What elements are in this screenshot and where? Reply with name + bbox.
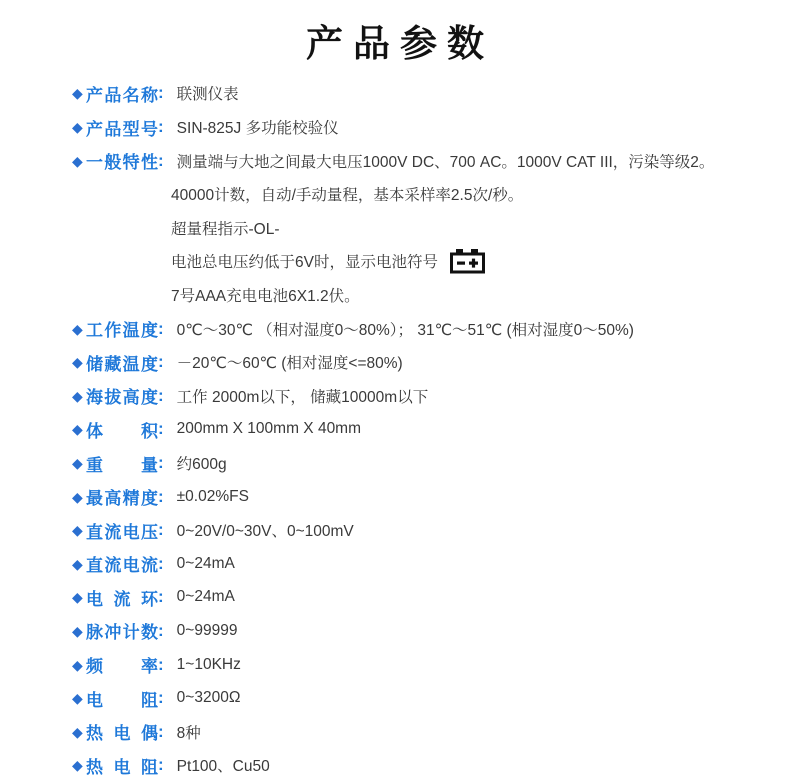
spec-label: 热电阻 [86, 757, 158, 777]
diamond-bullet-icon: ◆ [72, 622, 83, 639]
label-colon: : [158, 620, 164, 640]
diamond-bullet-icon: ◆ [72, 354, 83, 371]
spec-label: 工作温度 [86, 321, 158, 341]
spec-row-product-name [72, 77, 790, 111]
spec-value: 0℃～30℃ （相对湿度0～80%）； 31℃～51℃ (相对湿度0～50%) [176, 321, 634, 339]
spec-label: 一般特性 [86, 153, 158, 173]
diamond-bullet-icon: ◆ [72, 455, 83, 472]
label-colon: : [158, 453, 164, 473]
spec-row-resistance [72, 681, 790, 715]
page-title: 产品参数 [306, 23, 494, 64]
battery-low-icon [450, 249, 485, 274]
label-colon: : [158, 688, 164, 708]
diamond-bullet-icon: ◆ [72, 656, 83, 673]
spec-value: 8种 [176, 724, 201, 742]
label-colon: : [158, 553, 164, 573]
spec-list [72, 77, 790, 782]
spec-row-rtd [72, 749, 790, 782]
spec-label: 热电偶 [86, 724, 158, 744]
spec-value: 40000计数，自动/手动量程，基本采样率2.5次/秒。 [171, 187, 524, 205]
spec-label: 储藏温度 [86, 354, 158, 374]
diamond-bullet-icon: ◆ [72, 320, 83, 337]
label-colon: : [158, 117, 164, 137]
diamond-bullet-icon: ◆ [72, 757, 83, 774]
spec-row-pulse-count [72, 614, 790, 648]
diamond-bullet-icon: ◆ [72, 522, 83, 539]
spec-row-thermocouple [72, 715, 790, 749]
spec-row-storage-temperature [72, 345, 790, 379]
spec-value: 0~20V/0~30V、0~100mV [176, 523, 354, 541]
label-colon: : [158, 83, 164, 103]
label-colon: : [158, 419, 164, 439]
spec-label: 脉冲计数 [86, 623, 158, 643]
spec-row-current-loop [72, 581, 790, 615]
spec-value: 7号AAA充电电池6X1.2伏。 [171, 288, 360, 306]
spec-row-frequency [72, 648, 790, 682]
diamond-bullet-icon: ◆ [72, 723, 83, 740]
label-colon: : [158, 385, 164, 405]
spec-value: ±0.02%FS [176, 487, 249, 505]
spec-label: 频率 [86, 657, 158, 677]
spec-row-altitude [72, 379, 790, 413]
spec-value: －20℃～60℃ (相对湿度<=80%) [176, 355, 403, 373]
diamond-bullet-icon: ◆ [72, 690, 83, 707]
label-colon: : [158, 520, 164, 540]
spec-value: 电池总电压约低于6V时，显示电池符号 [171, 254, 438, 272]
spec-row-max-accuracy [72, 480, 790, 514]
diamond-bullet-icon: ◆ [72, 119, 83, 136]
label-colon: : [158, 318, 164, 338]
label-colon: : [158, 352, 164, 372]
spec-label: 电流环 [86, 589, 158, 609]
label-colon: : [158, 150, 164, 170]
spec-value: 0~24mA [176, 588, 235, 606]
spec-row-dc-voltage [72, 513, 790, 547]
diamond-bullet-icon: ◆ [72, 387, 83, 404]
spec-value: 0~24mA [176, 554, 235, 572]
diamond-bullet-icon: ◆ [72, 589, 83, 606]
spec-label: 产品名称 [86, 85, 158, 105]
spec-label: 体积 [86, 421, 158, 441]
spec-row-dimensions [72, 413, 790, 447]
diamond-bullet-icon: ◆ [72, 85, 83, 102]
spec-row-working-temperature [72, 312, 790, 346]
spec-row-general-features [72, 144, 790, 178]
spec-label: 重量 [86, 455, 158, 475]
spec-label: 直流电流 [86, 556, 158, 576]
diamond-bullet-icon: ◆ [72, 421, 83, 438]
spec-row-dc-current [72, 547, 790, 581]
spec-row-general-features-line5 [72, 278, 790, 312]
spec-label: 海拔高度 [86, 388, 158, 408]
label-colon: : [158, 755, 164, 775]
label-colon: : [158, 587, 164, 607]
spec-value: Pt100、Cu50 [176, 758, 270, 776]
spec-value: 测量端与大地之间最大电压1000V DC、700 AC。1000V CAT III，污染等级2。 [176, 153, 715, 171]
diamond-bullet-icon: ◆ [72, 555, 83, 572]
diamond-bullet-icon: ◆ [72, 488, 83, 505]
spec-value: 1~10KHz [176, 655, 241, 673]
spec-value: 0~99999 [176, 621, 238, 639]
label-colon: : [158, 721, 164, 741]
spec-label: 电阻 [86, 690, 158, 710]
spec-value: 约600g [176, 456, 227, 474]
label-colon: : [158, 486, 164, 506]
spec-value: 超量程指示-OL- [171, 220, 280, 238]
spec-row-weight [72, 446, 790, 480]
spec-row-product-model [72, 110, 790, 144]
spec-value: 联测仪表 [176, 86, 239, 104]
label-colon: : [158, 654, 164, 674]
spec-value: 0~3200Ω [176, 689, 241, 707]
spec-value: 工作 2000m以下， 储藏10000m以下 [176, 388, 429, 406]
diamond-bullet-icon: ◆ [72, 152, 83, 169]
spec-label: 最高精度 [86, 489, 158, 509]
spec-label: 直流电压 [86, 522, 158, 542]
spec-value: SIN-825J 多功能校验仪 [176, 120, 339, 138]
spec-row-general-features-line4 [72, 245, 790, 279]
spec-row-general-features-line3 [72, 211, 790, 245]
spec-value: 200mm X 100mm X 40mm [176, 420, 362, 438]
spec-label: 产品型号 [86, 119, 158, 139]
spec-row-general-features-line2 [72, 177, 790, 211]
